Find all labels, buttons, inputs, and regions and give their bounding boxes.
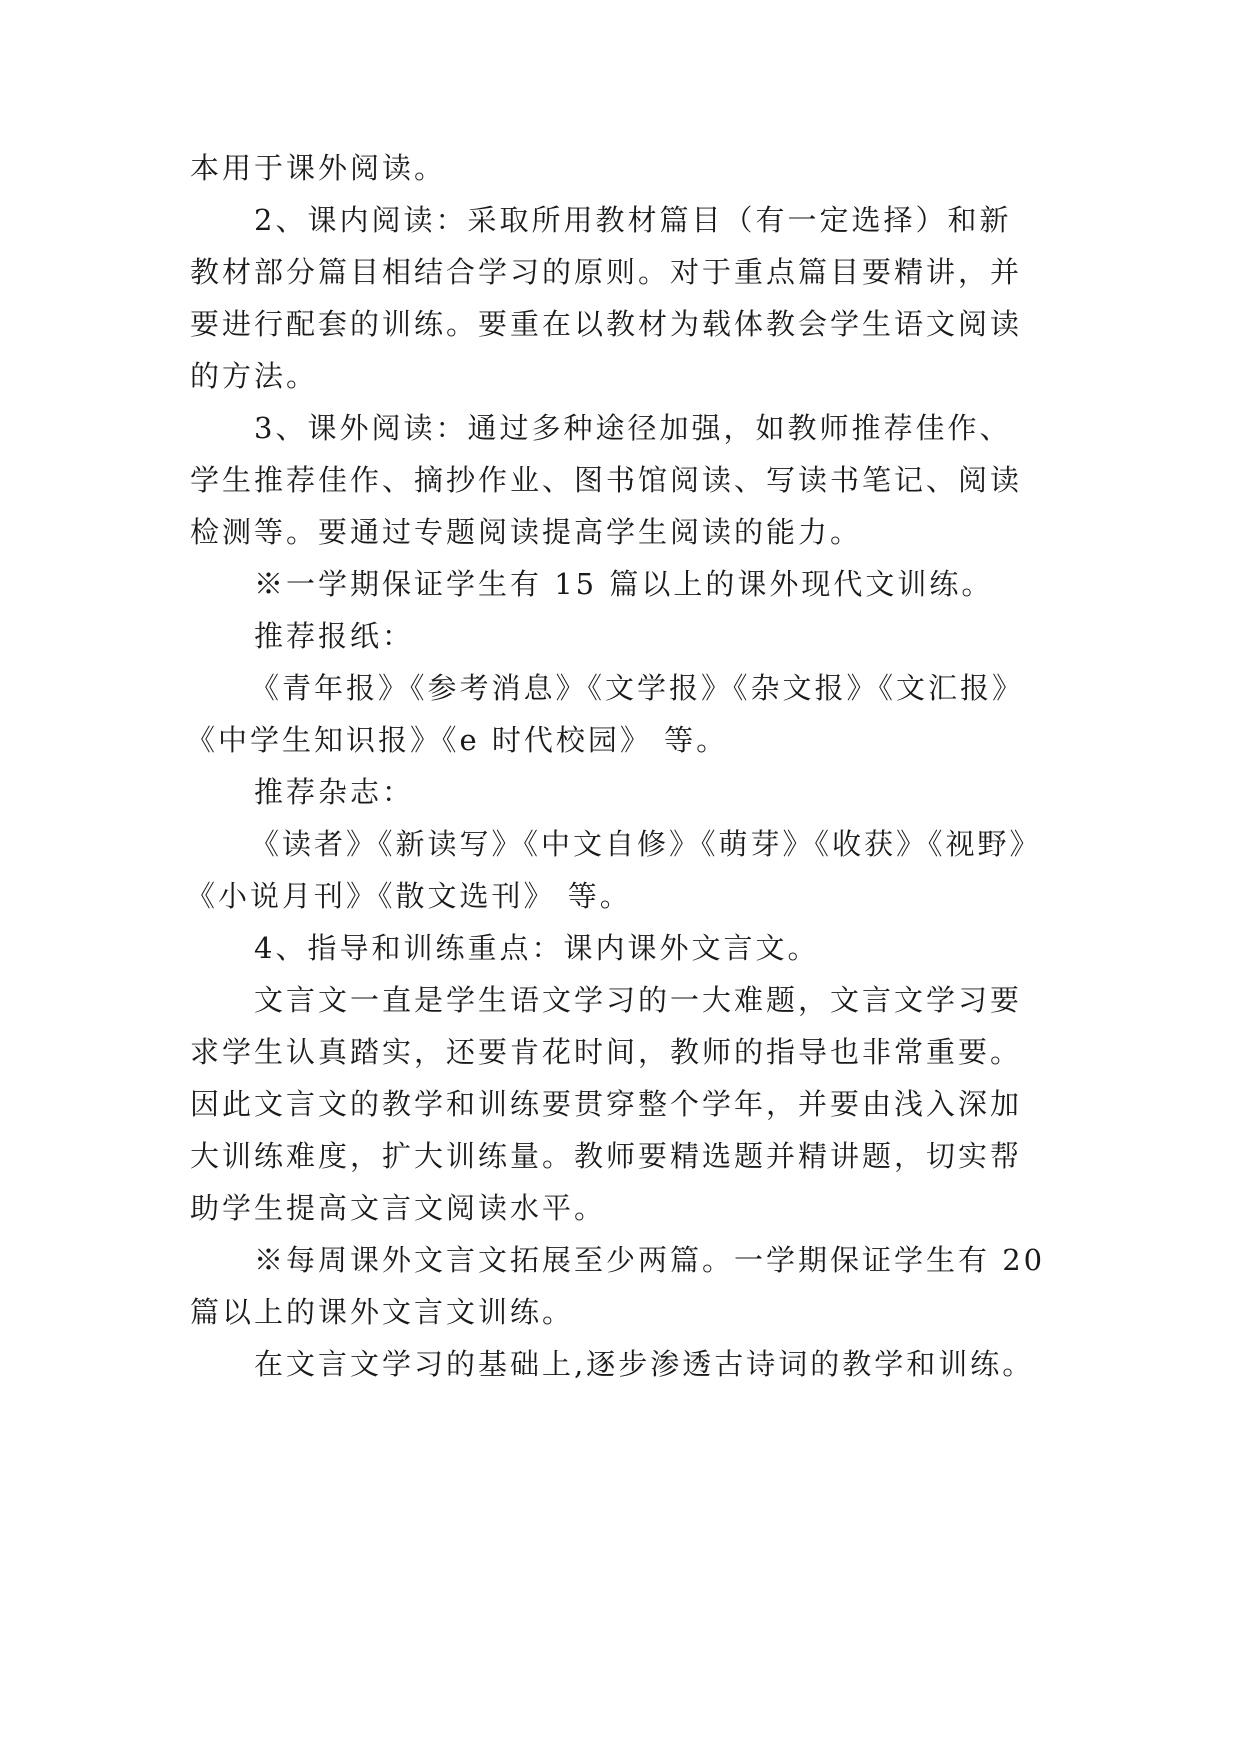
text-line: 教材部分篇目相结合学习的原则。对于重点篇目要精讲，并 (190, 255, 1023, 289)
text-line: 要进行配套的训练。要重在以教材为载体教会学生语文阅读 (190, 307, 1023, 341)
text-line: 在文言文学习的基础上,逐步渗透古诗词的教学和训练。 (254, 1347, 1035, 1381)
text-line: 的方法。 (190, 359, 319, 393)
text-line: 《小说月刊》《散文选刊》 等。 (186, 879, 632, 913)
text-line: 文言文一直是学生语文学习的一大难题，文言文学习要 (254, 983, 1023, 1017)
text-line: 推荐杂志： (254, 775, 415, 809)
text-line: 检测等。要通过专题阅读提高学生阅读的能力。 (190, 515, 863, 549)
text-line: 学生推荐佳作、摘抄作业、图书馆阅读、写读书笔记、阅读 (190, 463, 1023, 497)
text-line: 因此文言文的教学和训练要贯穿整个学年，并要由浅入深加 (190, 1087, 1023, 1121)
text-line: ※一学期保证学生有 15 篇以上的课外现代文训练。 (254, 567, 994, 601)
text-line: 3、课外阅读：通过多种途径加强，如教师推荐佳作、 (254, 411, 1012, 445)
text-line: 2、课内阅读：采取所用教材篇目（有一定选择）和新 (254, 203, 1012, 237)
text-line: 助学生提高文言文阅读水平。 (190, 1191, 607, 1225)
text-line: 推荐报纸： (254, 619, 415, 653)
text-line: 4、指导和训练重点：课内课外文言文。 (254, 931, 820, 965)
text-line: 《读者》《新读写》《中文自修》《萌芽》《收获》《视野》 (250, 827, 1042, 861)
text-line: ※每周课外文言文拓展至少两篇。一学期保证学生有 20 (254, 1243, 1046, 1277)
text-line: 篇以上的课外文言文训练。 (190, 1295, 575, 1329)
text-line: 求学生认真踏实，还要肯花时间，教师的指导也非常重要。 (190, 1035, 1023, 1069)
text-line: 大训练难度，扩大训练量。教师要精选题并精讲题，切实帮 (190, 1139, 1023, 1173)
text-line: 《青年报》《参考消息》《文学报》《杂文报》《文汇报》 (250, 671, 1025, 705)
text-line: 《中学生知识报》《e 时代校园》 等。 (186, 723, 729, 757)
text-line: 本用于课外阅读。 (190, 151, 447, 185)
